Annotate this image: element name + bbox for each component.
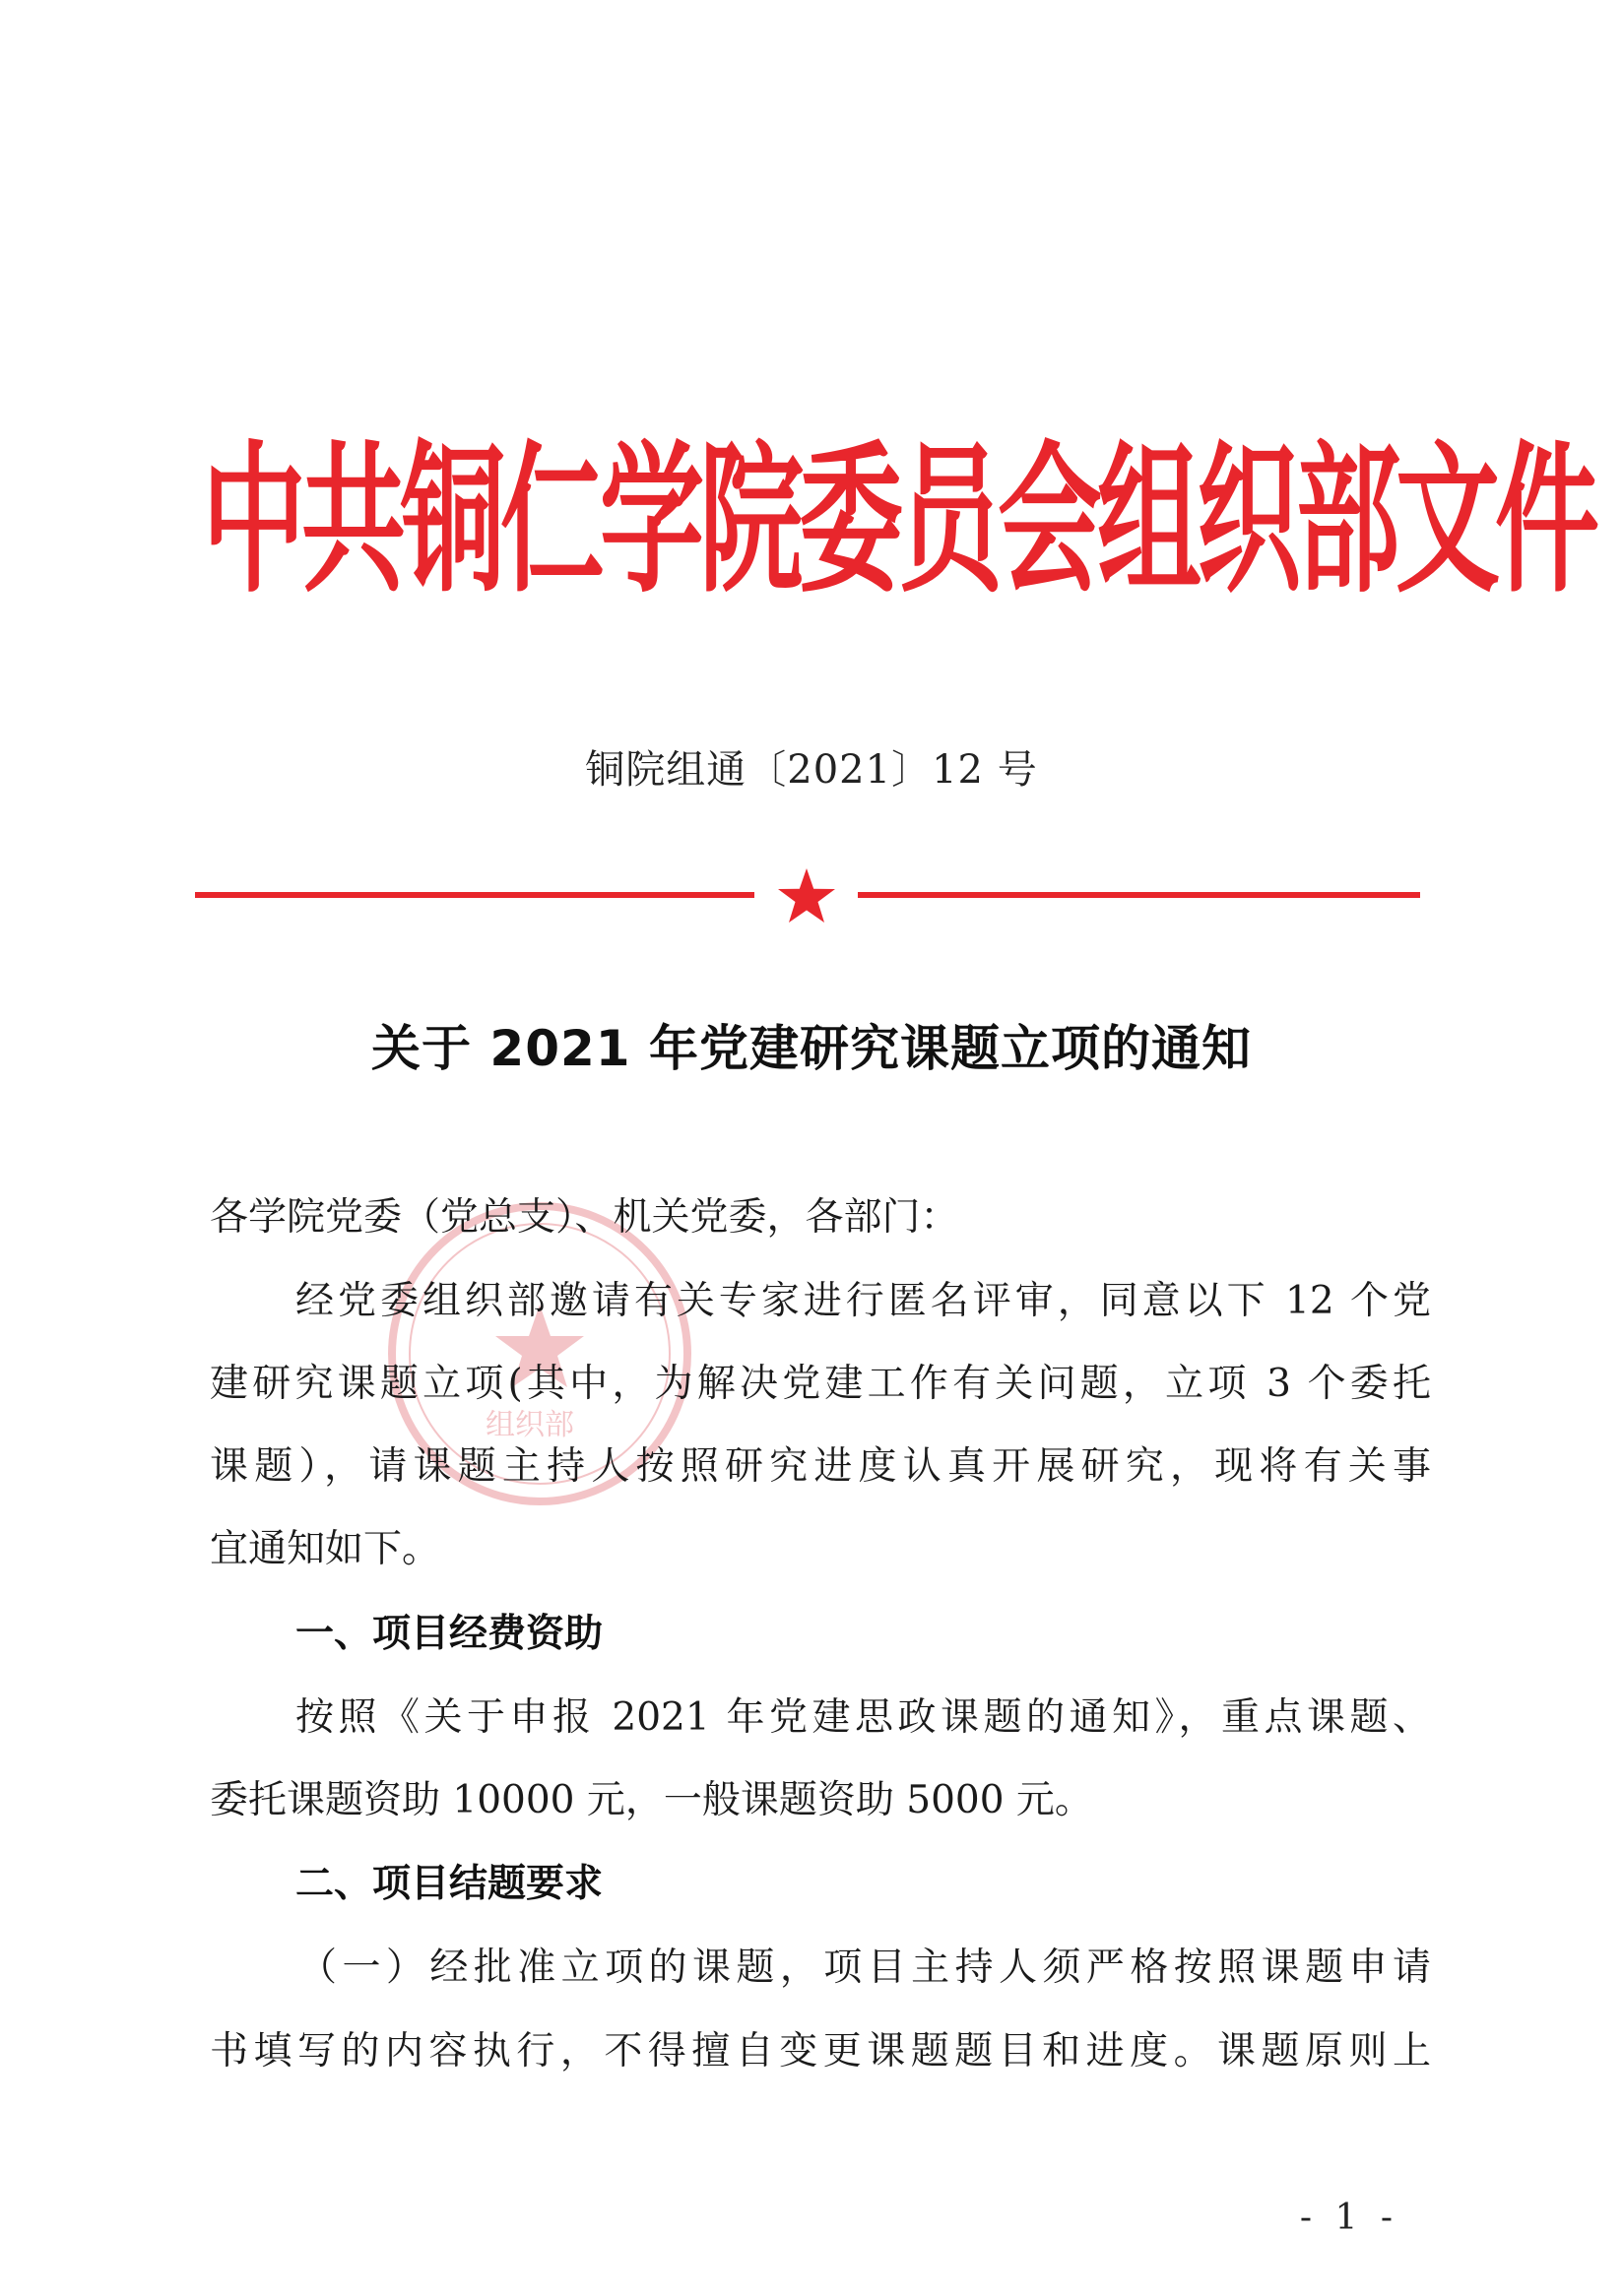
section-1-line-2: 委托课题资助 10000 元，一般课题资助 5000 元。	[210, 1778, 1093, 1822]
svg-text:组织部: 组织部	[486, 1408, 574, 1442]
paragraph-1-line-4: 宜通知如下。	[210, 1527, 441, 1571]
section-1-heading: 一、项目经费资助	[295, 1612, 604, 1656]
document-number: 铜院组通〔2021〕12 号	[585, 747, 1038, 793]
page-number: - 1 -	[1299, 2198, 1398, 2238]
notice-title: 关于 2021 年党建研究课题立项的通知	[371, 1020, 1252, 1077]
masthead-title: 中共铜仁学院委员会组织部文件	[202, 423, 1594, 615]
paragraph-1-line-2: 建研究课题立项(其中，为解决党建工作有关问题，立项 3 个委托	[210, 1362, 1431, 1406]
salutation: 各学院党委（党总支）、机关党委，各部门：	[210, 1195, 959, 1240]
section-2-heading: 二、项目结题要求	[295, 1862, 604, 1906]
divider-line-left	[195, 892, 754, 898]
paragraph-1-line-1: 经党委组织部邀请有关专家进行匿名评审，同意以下 12 个党	[295, 1279, 1431, 1323]
section-2-line-1: （一）经批准立项的课题，项目主持人须严格按照课题申请	[298, 1945, 1431, 1990]
section-1-line-1: 按照《关于申报 2021 年党建思政课题的通知》，重点课题、	[295, 1695, 1431, 1740]
red-star-icon	[776, 866, 837, 925]
section-2-line-2: 书填写的内容执行，不得擅自变更课题题目和进度。课题原则上	[210, 2029, 1431, 2073]
red-divider	[195, 866, 1420, 925]
paragraph-1-line-3: 课题），请课题主持人按照研究进度认真开展研究，现将有关事	[210, 1444, 1431, 1489]
divider-line-right	[858, 892, 1420, 898]
